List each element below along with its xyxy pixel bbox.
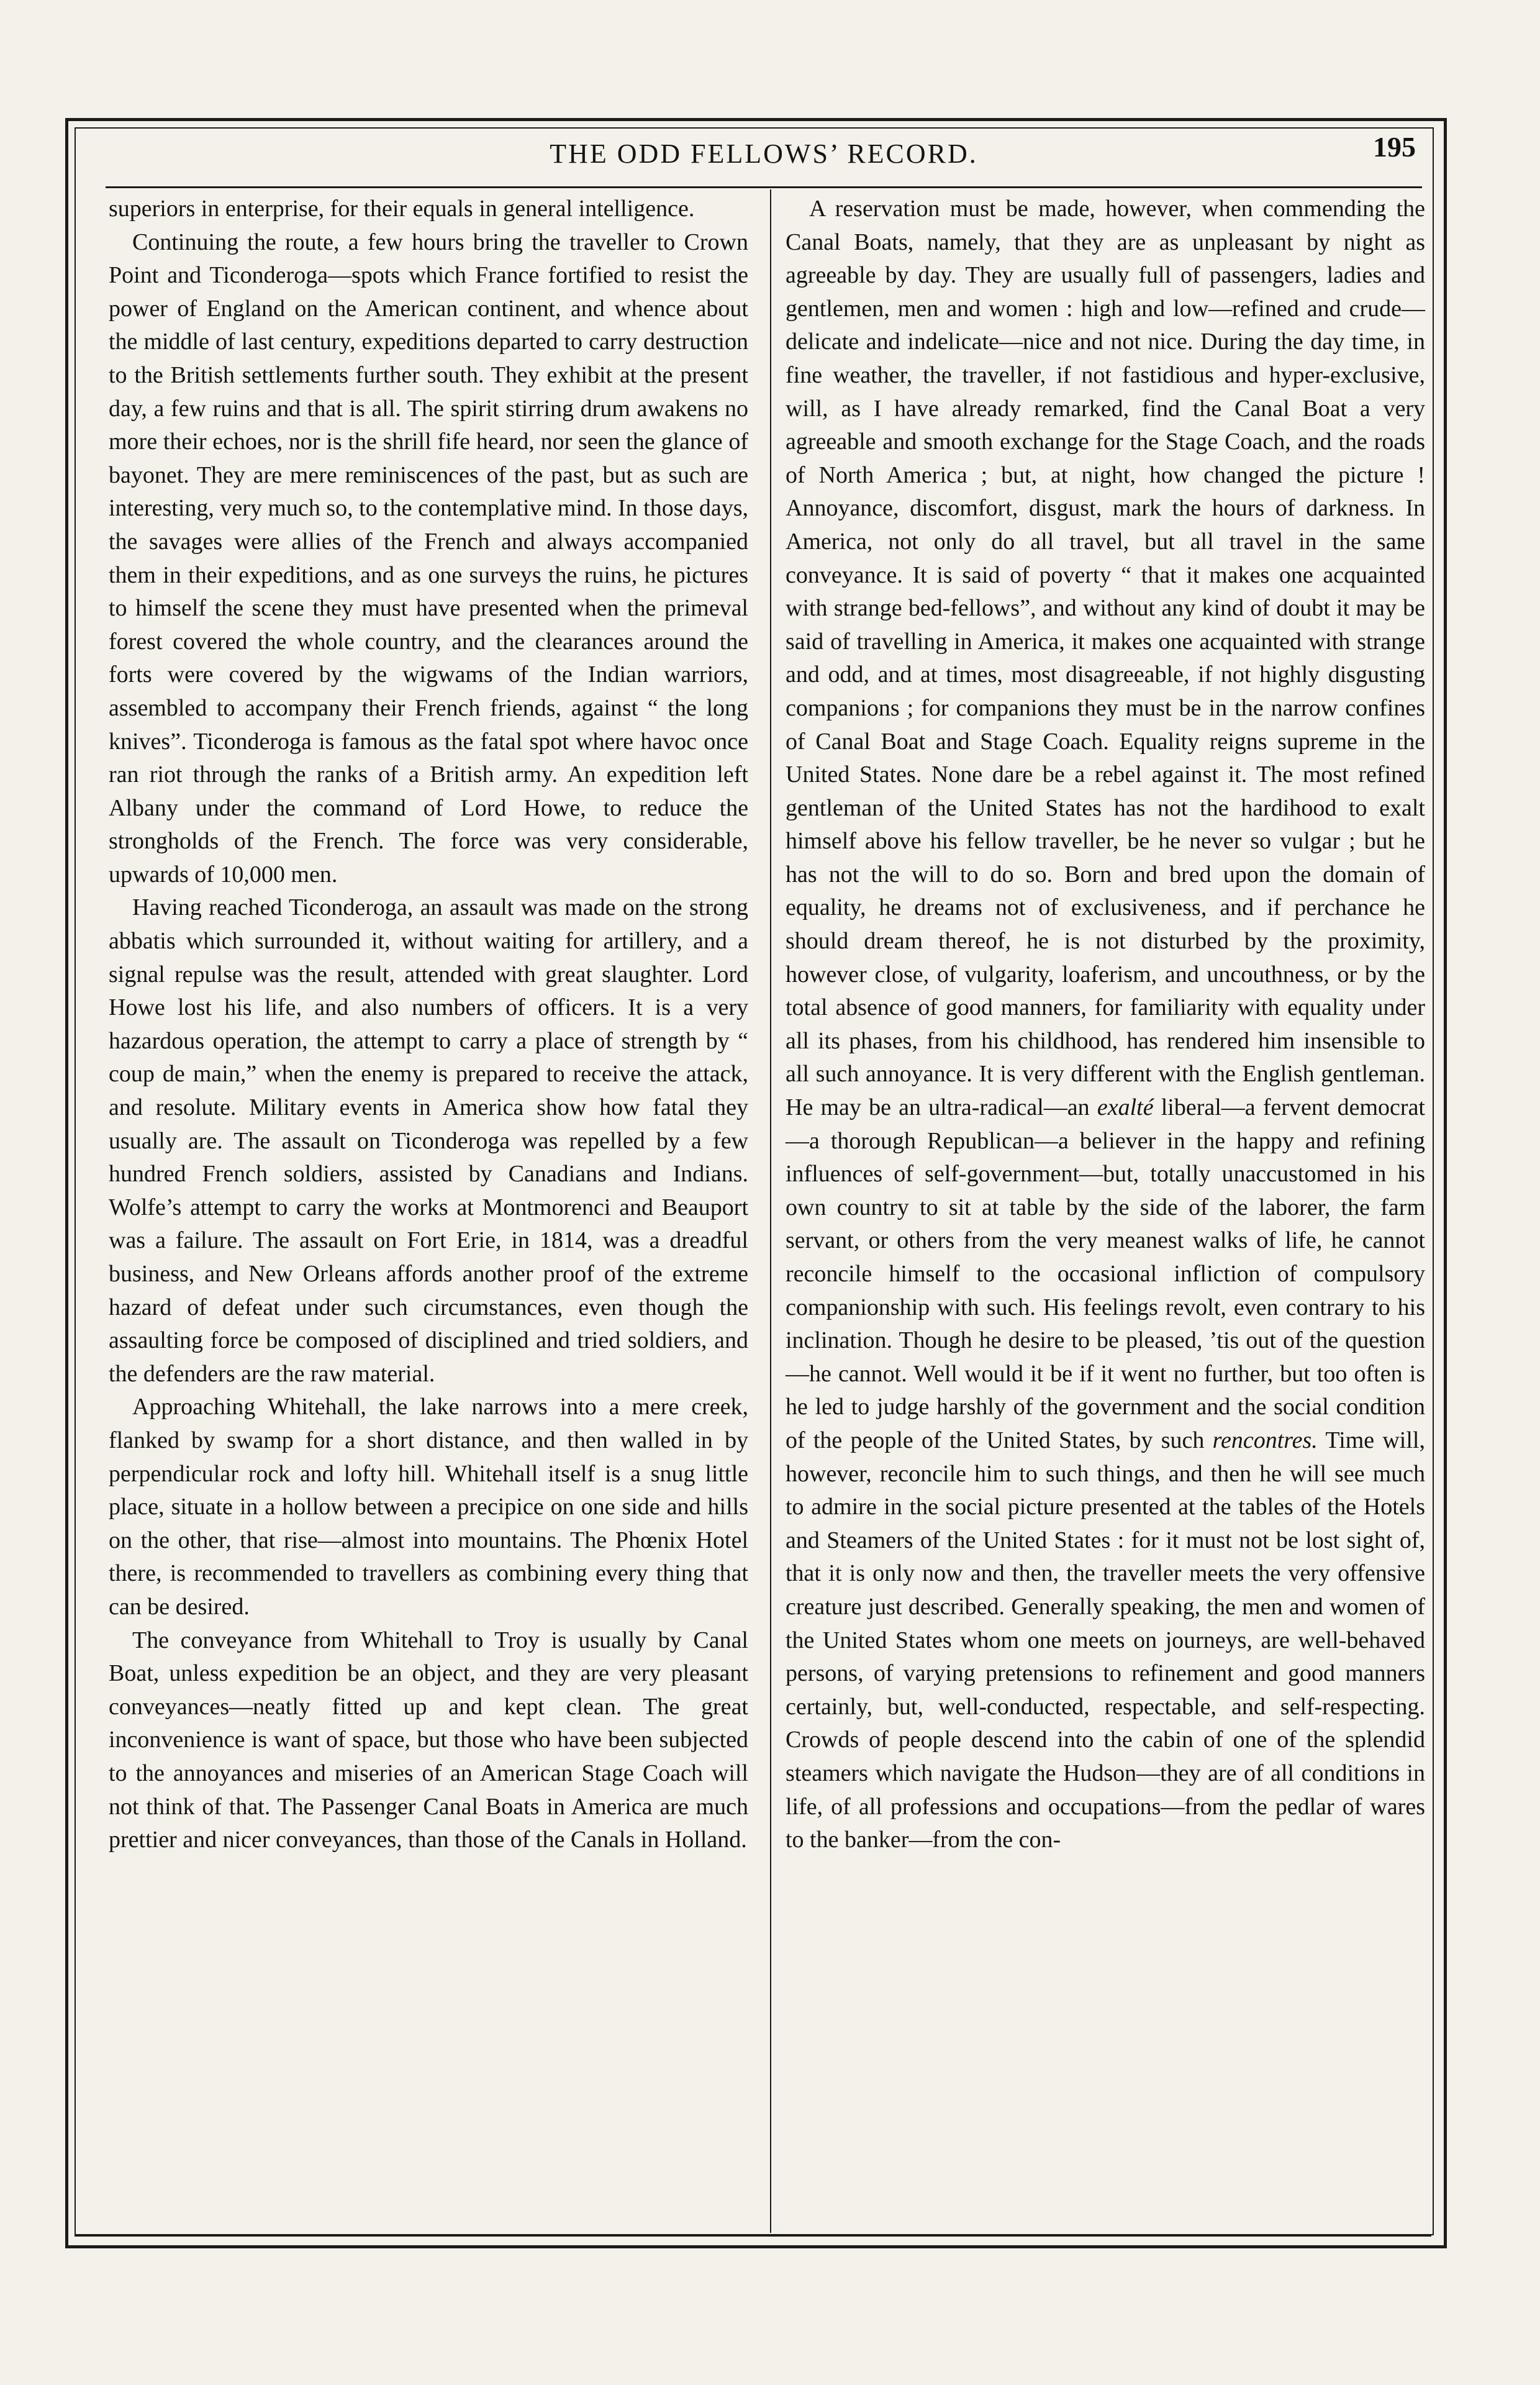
page-header <box>106 130 1422 186</box>
paragraph: Continuing the route, a few hours bring the traveller to Crown Point and Ticonderoga—spots which France fortified to resist the power of England on the American continent, and whence about the middle of last century, expeditions departed to carry destruction to the British settlements further south. They exhibit at the present day, a few ruins and that is all. The spirit stirring drum awakens no more their echoes, nor is the shrill fife heard, nor seen the glance of bayonet. They are mere reminiscences of the past, but as such are interesting, very much so, to the contemplative mind. In those days, the savages were allies of the French and always accompanied them in their expeditions, and as one surveys the ruins, he pictures to himself the scene they must have presented when the primeval forest covered the whole country, and the clearances around the forts were covered by the wigwams of the Indian warriors, assembled to accompany their French friends, against “ the long knives”. Ticonderoga is famous as the fatal spot where havoc once ran riot through the ranks of a British army. An expedition left Albany under the command of Lord Howe, to reduce the strongholds of the French. The force was very considerable, upwards of 10,000 men. <box>109 229 749 888</box>
column-divider <box>770 189 771 2233</box>
paragraph: Approaching Whitehall, the lake narrows into a mere creek, flanked by swamp for a short distance, and then walled in by perpendicular rock and lofty hill. Whitehall itself is a snug little place, situate in a hollow between a precipice on one side and hills on the other, that rise—almost into mountains. The Phœnix Hotel there, is recommended to travellers as combining every thing that can be desired. <box>109 1394 748 1620</box>
running-title: THE ODD FELLOWS’ RECORD. <box>550 139 978 169</box>
paragraph-text: Time will, however, reconcile him to such things, and then he will see much to admire in the social picture presented at the tables of the Hotels and Steamers of the United States : for it must not be lost sight of, that it is only now and then, the traveller meets the very offensive creature just described. Generally speaking, the men and women of the United States whom one meets on journeys, are well-behaved persons, of varying pretensions to refinement and good manners certainly, but, well-conducted, respectable, and self-respecting. Crowds of people descend into the cabin of one of the splendid steamers which navigate the Hudson—they are of all conditions in life, of all professions and occupations—from the pedlar of wares to the banker—from the con- <box>786 1427 1425 1853</box>
paragraph: The conveyance from Whitehall to Troy is usually by Canal Boat, unless expedition be an object, and they are very pleasant conveyances—neatly fitted up and kept clean. The great inconvenience is want of space, but those who have been subjected to the annoyances and miseries of an American Stage Coach will not think of that. The Passenger Canal Boats in America are much prettier and nicer conveyances, than those of the Canals in Holland. <box>109 1627 748 1853</box>
paragraph-text: liberal—a fervent democrat—a thorough Republican—a believer in the happy and refining influences of self-government—but, totally unaccustomed in his own country to sit at table by the side of the laborer, the farm servant, or others from the very meanest walks of life, he cannot reconcile himself to the occasional infliction of compulsory companionship with such. His feelings revolt, even contrary to his inclination. Though he desire to be pleased, ’tis out of the question —he cannot. Well would it be if it went no further, but too often is he led to judge harshly of the government and the social condition of the people of the United States, by such <box>786 1094 1425 1453</box>
left-column <box>109 193 748 1857</box>
paragraph <box>786 193 1425 1857</box>
italic-term: rencontres. <box>1212 1427 1318 1453</box>
paragraph: Having reached Ticonderoga, an assault was made on the strong abbatis which surrounded it, without waiting for artillery, and a signal repulse was the result, attended with great slaughter. Lord Howe lost his life, and also numbers of officers. It is a very hazardous operation, the attempt to carry a place of strength by “ coup de main,” when the enemy is prepared to receive the attack, and resolute. Military events in America show how fatal they usually are. The assault on Ticonderoga was repelled by a few hundred French soldiers, assisted by Canadians and Indians. Wolfe’s attempt to carry the works at Montmorenci and Beauport was a failure. The assault on Fort Erie, in 1814, was a dreadful business, and New Orleans affords another proof of the extreme hazard of defeat under such circumstances, even though the assaulting force be composed of disciplined and tried soldiers, and the defenders are the raw material. <box>109 894 748 1387</box>
italic-term: exalté <box>1097 1094 1154 1121</box>
header-rule <box>106 186 1422 188</box>
page-number: 195 <box>1373 131 1416 163</box>
paragraph-text: A reservation must be made, however, when commending the Canal Boats, namely, that they are as unpleasant by night as agreeable by day. They are usually full of passengers, ladies and gentlemen, men and women : high and low—refined and crude—delicate and indelicate—nice and not nice. During the day time, in fine weather, the traveller, if not fastidious and hyper-exclusive, will, as I have already remarked, find the Canal Boat a very agreeable and smooth exchange for the Stage Coach, and the roads of North America ; but, at night, how changed the picture ! Annoyance, discomfort, disgust, mark the hours of darkness. In America, not only do all travel, but all travel in the same conveyance. It is said of poverty “ that it makes one acquainted with strange bed-fellows”, and without any kind of doubt it may be said of travelling in America, it makes one acquainted with strange and odd, and at times, most disagreeable, if not highly disgusting companions ; for companions they must be in the narrow confines of Canal Boat and Stage Coach. Equality reigns supreme in the United States. None dare be a rebel against it. The most refined gentleman of the United States has not the hardihood to exalt himself above his fellow traveller, be he never so vulgar ; but he has not the will to do so. Born and bred upon the domain of equality, he dreams not of exclusiveness, and if perchance he should dream thereof, he is not disturbed by the proximity, however close, of vulgarity, loaferism, and uncouthness, or by the total absence of good manners, for familiarity with equality under all its phases, from his childhood, has rendered him insensible to all such annoyance. It is very different with the English gentleman. He may be an ultra-radical—an <box>786 196 1425 1121</box>
footer-rule <box>75 2235 1431 2237</box>
right-column <box>786 193 1425 1857</box>
paragraph: superiors in enterprise, for their equals in general intelligence. <box>109 196 695 222</box>
